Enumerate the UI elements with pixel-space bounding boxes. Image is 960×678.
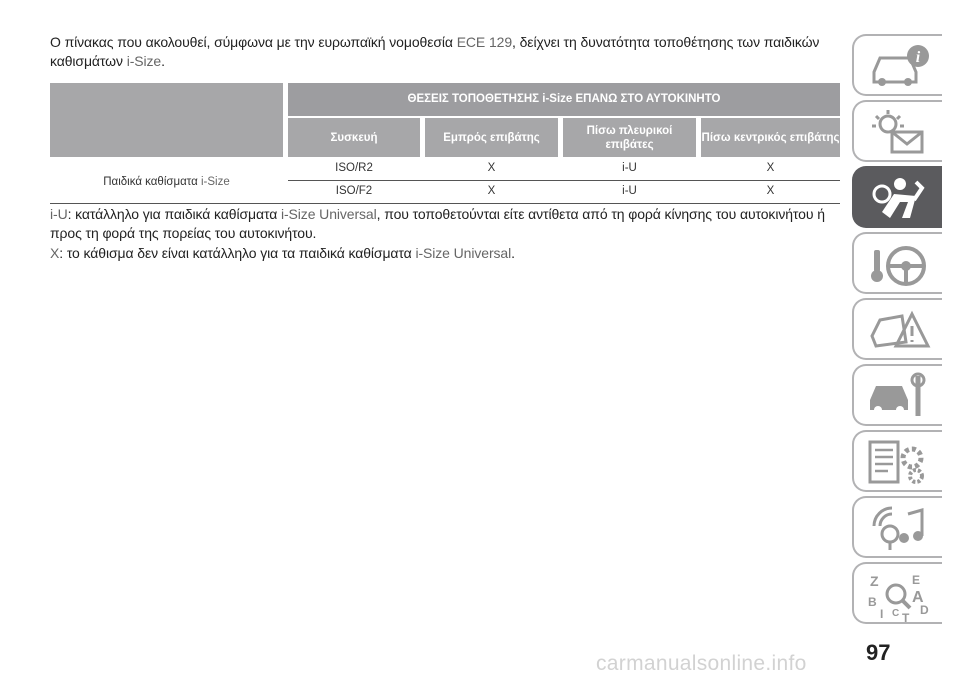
table-cell: X (766, 162, 775, 174)
svg-text:i: i (915, 49, 921, 66)
table-bottom-rule (50, 203, 840, 204)
table-cell: X (766, 185, 775, 197)
table-cell: ISO/R2 (335, 162, 373, 174)
tab-safety[interactable] (852, 166, 942, 228)
tab-emergency[interactable] (852, 298, 942, 360)
table-title: ΘΕΣΕΙΣ ΤΟΠΟΘΕΤΗΣΗΣ i-Size ΕΠΑΝΩ ΣΤΟ ΑΥΤΟΚΙΝΗΤΟ (288, 83, 840, 116)
note-iu-b: i-Size Universal (280, 206, 377, 222)
intro-text-a: Ο πίνακας που ακολουθεί, σύμφωνα με την ευρωπαϊκή νομοθεσία (50, 34, 457, 50)
svg-text:E: E (912, 573, 921, 587)
note-iu-c: , που τοποθετούνται είτε αντίθετα από τη φορά κίνησης του αυτοκινήτου ή προς τη φορά της πορείας του αυτοκινήτου. (50, 206, 825, 241)
note-x-a: : το κάθισμα δεν είναι κατάλληλο για τα παιδικά καθίσματα (59, 245, 416, 261)
tab-car-info[interactable] (852, 34, 942, 96)
emergency-icon (866, 306, 932, 354)
svg-text:T: T (902, 611, 910, 622)
technical-data-icon (866, 438, 932, 486)
tab-maintenance[interactable] (852, 364, 942, 426)
watermark: carmanualsonline.info (596, 652, 807, 675)
tab-index[interactable] (852, 562, 942, 624)
table-cell: X (487, 185, 496, 197)
svg-text:C: C (892, 608, 900, 619)
tab-warning-lights[interactable] (852, 100, 942, 162)
car-info-icon (866, 42, 932, 90)
page-number: 97 (866, 640, 891, 665)
col-header-rear-side: Πίσω πλευρικοί επιβάτες (563, 118, 696, 157)
regulation-code: ECE 129 (456, 34, 513, 50)
svg-text:Z: Z (870, 573, 879, 589)
index-search-icon (866, 570, 932, 622)
note-iu-a: : κατάλληλο για παιδικά καθίσματα (67, 206, 281, 222)
svg-text:I: I (880, 607, 884, 621)
note-x-key: X (50, 245, 60, 261)
row-label (50, 176, 283, 188)
table-cell: i-U (622, 162, 637, 174)
header-empty-cell (50, 83, 283, 157)
row-divider (288, 180, 840, 181)
row-label-b: i-Size (200, 176, 230, 188)
warning-lights-icon (866, 108, 932, 156)
intro-paragraph (50, 33, 840, 71)
svg-text:D: D (920, 603, 929, 617)
tab-starting-driving[interactable] (852, 232, 942, 294)
tab-multimedia[interactable] (852, 496, 942, 558)
col-header-rear-center: Πίσω κεντρικός επιβάτης (701, 118, 840, 157)
table-cell: X (487, 162, 496, 174)
table-cell: i-U (622, 185, 637, 197)
col-header-front-passenger: Εμπρός επιβάτης (425, 118, 558, 157)
table-cell: ISO/F2 (335, 185, 373, 197)
isize-term: i-Size (126, 53, 162, 69)
note-iu (50, 205, 840, 243)
airbag-safety-icon (866, 174, 932, 222)
intro-end: . (161, 53, 165, 69)
intro-text-b: , δείχνει τη δυνατότητα τοποθέτησης των παιδικών καθισμάτων (50, 34, 820, 69)
note-x (50, 244, 840, 263)
svg-text:A: A (912, 589, 924, 606)
note-x-c: . (511, 245, 515, 261)
car-maintenance-icon (866, 372, 932, 420)
tab-technical-data[interactable] (852, 430, 942, 492)
key-steering-wheel-icon (866, 240, 932, 288)
row-label-a: Παιδικά καθίσματα (103, 176, 201, 188)
col-header-device: Συσκευή (288, 118, 420, 157)
note-iu-key: i-U (50, 206, 68, 222)
note-x-b: i-Size Universal (415, 245, 512, 261)
svg-text:B: B (868, 595, 877, 609)
multimedia-icon (866, 504, 932, 552)
legend-notes (50, 205, 840, 264)
table-header (50, 83, 840, 157)
